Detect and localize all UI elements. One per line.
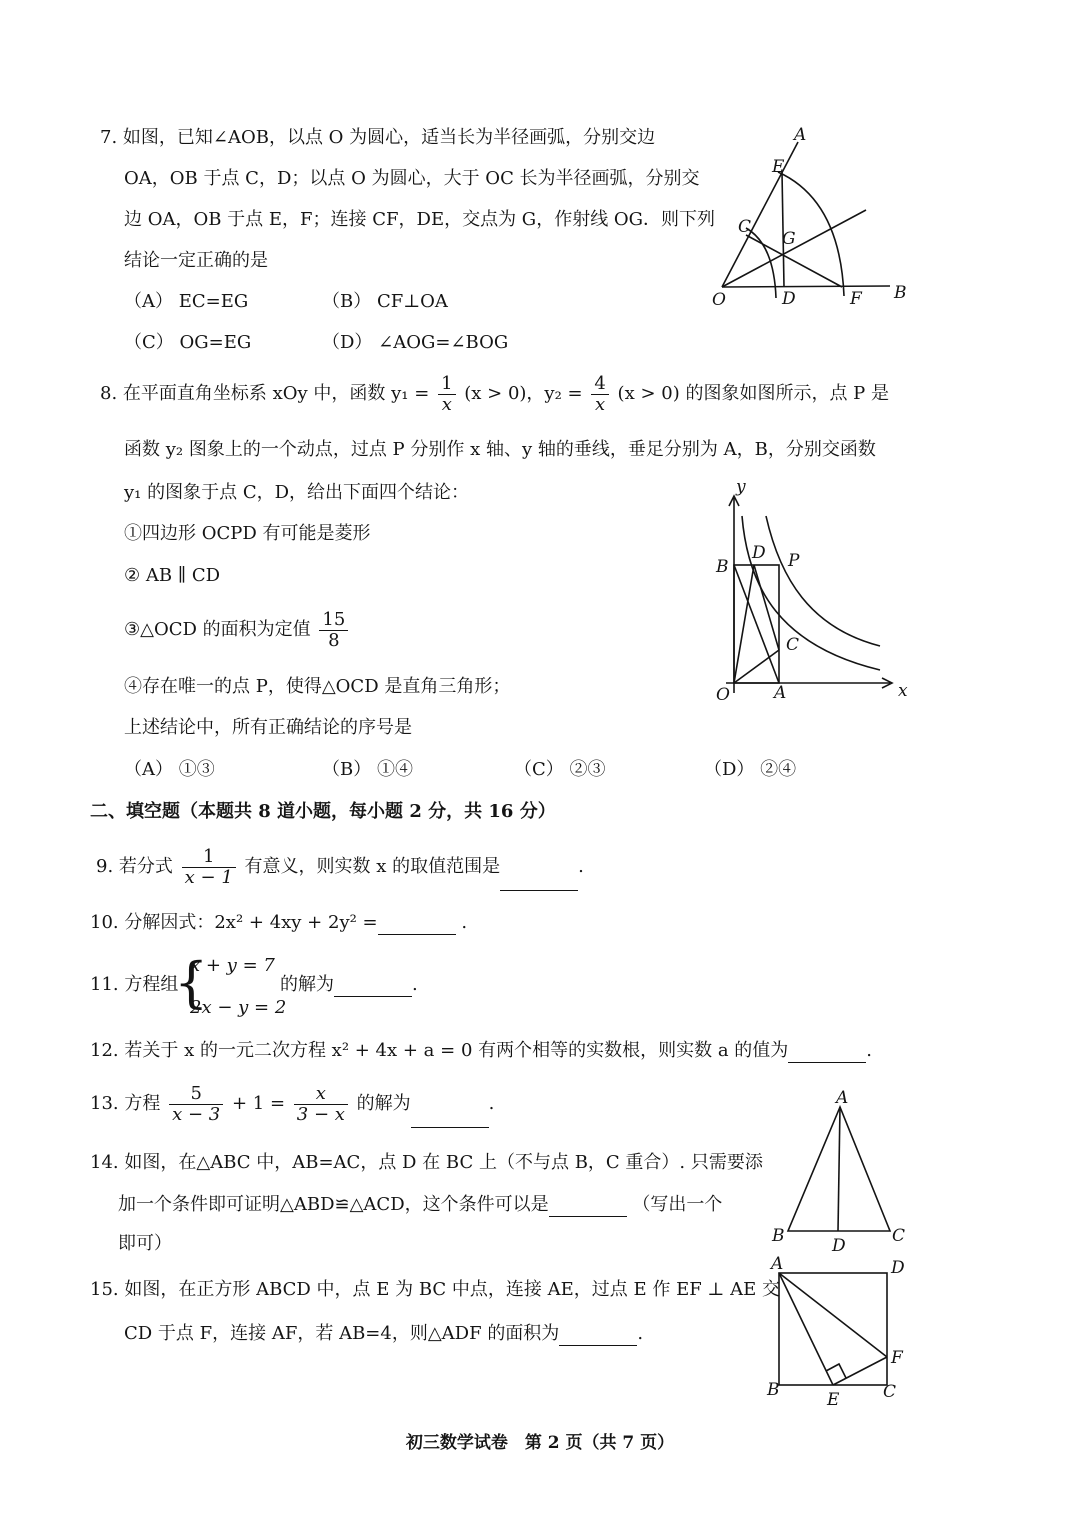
- q8-option-b: （B） ①④: [322, 759, 413, 780]
- q7-label-c: C: [738, 217, 752, 237]
- q7-line-3: 边 OA，OB 于点 E，F；连接 CF，DE，交点为 G，作射线 OG．则下列: [124, 209, 716, 230]
- q14-label-b: B: [772, 1226, 785, 1246]
- q7-label-g: G: [782, 229, 796, 249]
- q15-label-b: B: [767, 1380, 780, 1400]
- q14-label-c: C: [892, 1226, 906, 1246]
- q11-brace: {: [174, 951, 209, 1014]
- q15-figure: [765, 1255, 925, 1415]
- q8-fraction-y2: $\frac{4}{x}$: [591, 374, 608, 415]
- q14-line-2: 加一个条件即可证明△ABD≌△ACD，这个条件可以是 （写出一个: [118, 1194, 723, 1215]
- q12-answer-blank[interactable]: [788, 1044, 866, 1063]
- q7-option-d: （D） ∠AOG=∠BOG: [322, 332, 509, 353]
- q8-question: 上述结论中，所有正确结论的序号是: [124, 717, 412, 738]
- q8-fraction-y1: $\frac{1}{x}$: [438, 374, 455, 415]
- q15-segment-ae: [779, 1273, 833, 1385]
- q13-answer-blank[interactable]: [411, 1109, 489, 1128]
- page-footer: 初三数学试卷 第 2 页（共 7 页）: [405, 1433, 675, 1453]
- q10-answer-blank[interactable]: [378, 916, 456, 935]
- q7-ray-oa: [722, 142, 798, 287]
- q14-label-d: D: [832, 1236, 846, 1256]
- q7-option-b: （B） CF⊥OA: [322, 291, 448, 312]
- q15-label-e: E: [827, 1390, 840, 1410]
- q7-label-d: D: [782, 289, 796, 309]
- q14-label-a: A: [836, 1088, 849, 1108]
- q8-mid2: (x > 0) 的图象如图所示，点 P 是: [617, 383, 889, 404]
- q8-segment-od: [734, 565, 754, 683]
- q15-segment-ef: [833, 1357, 887, 1385]
- q14-figure: [760, 1085, 930, 1265]
- q8-figure: [700, 478, 920, 708]
- q8-conclusion-4: ④存在唯一的点 P，使得△OCD 是直角三角形；: [124, 676, 511, 697]
- q15-square-abcd: [779, 1273, 887, 1385]
- q8-segment-cd: [754, 565, 779, 650]
- q7-label-e: E: [772, 157, 785, 177]
- q7-option-c: （C） OG=EG: [124, 332, 252, 353]
- q14-segment-ad: [838, 1107, 840, 1231]
- q7-ray-ob: [722, 286, 890, 287]
- q15-line-2: CD 于点 F，连接 AF，若 AB=4，则△ADF 的面积为 .: [124, 1323, 644, 1344]
- q7-line-2: OA，OB 于点 C，D；以点 O 为圆心，大于 OC 长为半径画弧，分别交: [124, 168, 700, 189]
- q8-line-1: [100, 370, 889, 418]
- q8-conclusion-2: ② AB ∥ CD: [124, 565, 221, 586]
- q7-figure: [700, 120, 920, 320]
- q11-label: 11. 方程组: [90, 974, 179, 995]
- q9: 9. 若分式 $\frac{1}{x - 1}$ 有意义，则实数 x 的取值范围是 .: [96, 843, 584, 891]
- q15-label-f: F: [891, 1348, 903, 1368]
- q7-label-b: B: [894, 283, 907, 303]
- q13-fraction-left: $\frac{5}{x - 3}$: [169, 1084, 223, 1125]
- q15-answer-blank[interactable]: [559, 1327, 637, 1346]
- q8-label-x: x: [898, 681, 908, 701]
- q8-line-3: y₁ 的图象于点 C，D，给出下面四个结论：: [124, 482, 470, 503]
- q13: 13. 方程 $\frac{5}{x - 3}$ + 1 = $\frac{x}{3 - x}$ 的解为 .: [90, 1080, 494, 1128]
- q11-answer-blank[interactable]: [334, 978, 412, 997]
- q15-label-d: D: [891, 1258, 905, 1278]
- q8-label-a: A: [774, 683, 787, 703]
- q15-label-a: A: [771, 1254, 784, 1274]
- q7-label-a: A: [794, 125, 807, 145]
- q15-label-c: C: [883, 1382, 897, 1402]
- q8-conclusion-3: ③△OCD 的面积为定值 $\frac{15}{8}$: [124, 606, 351, 654]
- q7-line-4: 结论一定正确的是: [124, 250, 268, 271]
- q8-curve-y2: [766, 516, 880, 646]
- q8-segment-ab: [734, 565, 779, 683]
- q13-fraction-right: $\frac{x}{3 - x}$: [294, 1084, 348, 1125]
- q10: 10. 分解因式：2x² + 4xy + 2y² = .: [90, 912, 468, 933]
- q14-line-1: 14. 如图，在△ABC 中，AB=AC，点 D 在 BC 上（不与点 B，C 重合）. 只需要添: [90, 1152, 763, 1173]
- q8-option-a: （A） ①③: [124, 759, 215, 780]
- q8-label-p: P: [788, 551, 800, 571]
- q8-option-d: （D） ②④: [704, 759, 797, 780]
- q8-fraction-area: $\frac{15}{8}$: [319, 610, 348, 651]
- q8-label-d: D: [752, 543, 766, 563]
- q11-equation-1: x + y = 7: [190, 955, 275, 976]
- q9-fraction: $\frac{1}{x - 1}$: [182, 847, 236, 888]
- q8-label-y: y: [736, 477, 746, 497]
- q7-label-f: F: [850, 289, 862, 309]
- q11-equation-2: 2x − y = 2: [190, 997, 287, 1018]
- section-2-heading: 二、填空题（本题共 8 道小题，每小题 2 分，共 16 分）: [90, 801, 556, 822]
- q8-option-c: （C） ②③: [514, 759, 606, 780]
- q12: 12. 若关于 x 的一元二次方程 x² + 4x + a = 0 有两个相等的实数根，则实数 a 的值为 .: [90, 1040, 873, 1061]
- q11-tail: 的解为 .: [280, 974, 418, 995]
- q7-line-1: 7. 如图，已知∠AOB，以点 O 为圆心，适当长为半径画弧，分别交边: [100, 127, 656, 148]
- q8-label-o: O: [716, 685, 730, 705]
- q8-line-2: 函数 y₂ 图象上的一个动点，过点 P 分别作 x 轴、y 轴的垂线，垂足分别为 A，B，分别交函数: [124, 439, 876, 460]
- q14-line-3: 即可）: [118, 1233, 172, 1254]
- q14-answer-blank[interactable]: [549, 1198, 627, 1217]
- q8-label-c: C: [786, 635, 800, 655]
- q15-segment-af: [779, 1273, 887, 1357]
- q9-answer-blank[interactable]: [500, 872, 578, 891]
- q7-label-o: O: [712, 290, 726, 310]
- q8-label-b: B: [716, 557, 729, 577]
- q8-mid1: (x > 0)，y₂ =: [464, 383, 583, 404]
- q7-option-a: （A） EC=EG: [124, 291, 249, 312]
- q15-line-1: 15. 如图，在正方形 ABCD 中，点 E 为 BC 中点，连接 AE，过点 E 作 EF ⊥ AE 交: [90, 1279, 780, 1300]
- q8-conclusion-1: ①四边形 OCPD 有可能是菱形: [124, 523, 371, 544]
- q8-intro: 8. 在平面直角坐标系 xOy 中，函数 y₁ =: [100, 383, 430, 404]
